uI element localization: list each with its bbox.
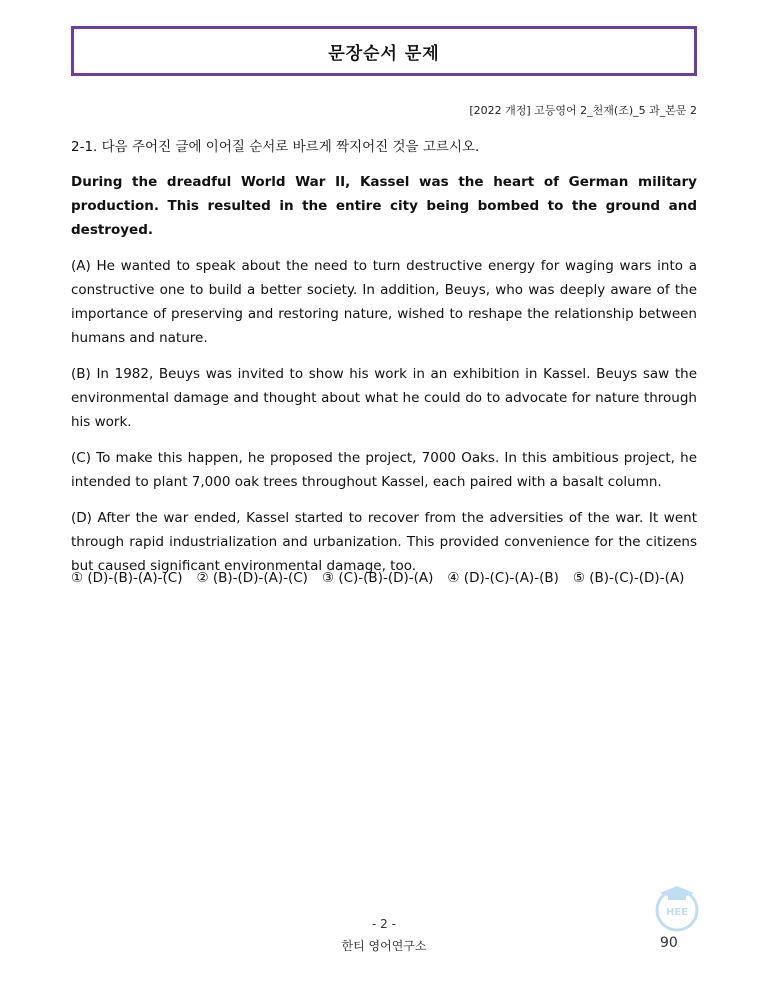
paragraph-d: (D) After the war ended, Kassel started to recover from the adversities of the war. It went through rapid industrialization and urbanization. This provided convenience for the citizens but caused significant environmental damage, too. (71, 510, 697, 574)
intro-passage: During the dreadful World War II, Kassel was the heart of German military production. This resulted in the entire city being bombed to the ground and destroyed. (71, 174, 697, 238)
question-prompt: 2-1. 다음 주어진 글에 이어질 순서로 바르게 짝지어진 것을 고르시오. (71, 139, 480, 155)
page-marker: - 2 - (372, 917, 396, 931)
passage (71, 170, 697, 590)
page-title: 문장순서 문제 (328, 43, 440, 64)
title-box (71, 26, 697, 76)
answer-choices (71, 570, 684, 586)
logo-text: HEE (665, 907, 689, 918)
footer-org: 한티 영어연구소 (341, 939, 427, 953)
paragraph-a: (A) He wanted to speak about the need to turn destructive energy for waging wars into a constructive one to build a better society. In addition, Beuys, who was deeply aware of the importance of preserving and restoring nature, wished to reshape the relationship between humans and nature. (71, 258, 697, 346)
choice-2[interactable]: ② (B)-(D)-(A)-(C) (196, 570, 308, 586)
paragraph-b: (B) In 1982, Beuys was invited to show his work in an exhibition in Kassel. Beuys saw the environmental damage and thought about what he could do to advocate for nature through his work. (71, 366, 697, 430)
source-label: [2022 개정] 고등영어 2_천재(조)_5 과_본문 2 (469, 104, 697, 117)
page-number: 90 (660, 935, 678, 951)
choice-4[interactable]: ④ (D)-(C)-(A)-(B) (447, 570, 559, 586)
choice-3[interactable]: ③ (C)-(B)-(D)-(A) (321, 570, 434, 586)
choice-5[interactable]: ⑤ (B)-(C)-(D)-(A) (572, 570, 685, 586)
paragraph-c: (C) To make this happen, he proposed the project, 7000 Oaks. In this ambitious project, he intended to plant 7,000 oak trees throughout Kassel, each paired with a basalt column. (71, 450, 697, 490)
choice-1[interactable]: ① (D)-(B)-(A)-(C) (71, 570, 183, 586)
